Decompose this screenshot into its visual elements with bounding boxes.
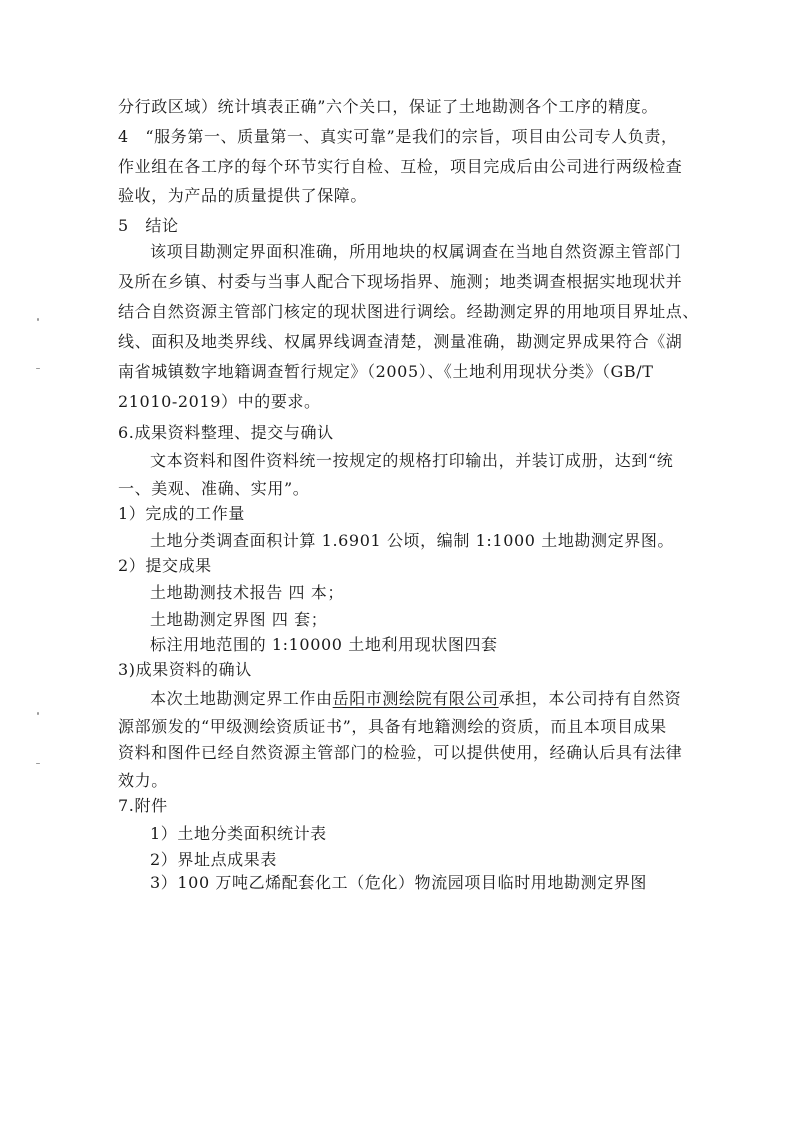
text-line: 资料和图件已经自然资源主管部门的检验，可以提供使用，经确认后具有法律 xyxy=(118,743,683,762)
list-item: 土地勘测技术报告 四 本； xyxy=(150,583,344,602)
list-item: 土地勘测定界图 四 套； xyxy=(150,610,328,629)
text-line: 及所在乡镇、村委与当事人配合下现场指界、施测；地类调查根据实地现状并 xyxy=(118,272,683,291)
subsection-heading: 1）完成的工作量 xyxy=(118,504,245,523)
text-segment: 本次土地勘测定界工作由 xyxy=(150,689,333,708)
text-line: 作业组在各工序的每个环节实行自检、互检，项目完成后由公司进行两级检查 xyxy=(118,157,683,176)
section-heading: 5 结论 xyxy=(118,216,179,235)
list-item: 2）界址点成果表 xyxy=(150,850,277,869)
list-item: 3）100 万吨乙烯配套化工（危化）物流园项目临时用地勘测定界图 xyxy=(150,873,648,892)
text-line: 分行政区域）统计填表正确”六个关口，保证了土地勘测各个工序的精度。 xyxy=(118,97,658,116)
section-heading: 7.附件 xyxy=(118,796,168,815)
text-line: 土地分类调查面积计算 1.6901 公顷，编制 1:1000 土地勘测定界图。 xyxy=(150,531,675,550)
text-line: 文本资料和图件资料统一按规定的规格打印输出，并装订成册，达到“统 xyxy=(150,451,674,470)
company-name: 岳阳市测绘院有限公司 xyxy=(332,689,499,708)
text-line: 4 “服务第一、质量第一、真实可靠”是我们的宗旨，项目由公司专人负责， xyxy=(118,127,678,146)
text-line: 21010-2019）中的要求。 xyxy=(118,392,321,411)
text-line: 南省城镇数字地籍调查暂行规定》（2005）、《土地利用现状分类》（GB/T xyxy=(118,362,654,381)
scan-speck xyxy=(37,318,39,321)
subsection-heading: 3)成果资料的确认 xyxy=(118,660,252,679)
subsection-heading: 2）提交成果 xyxy=(118,556,212,575)
text-segment: 承担，本公司持有自然资 xyxy=(498,689,682,708)
list-item: 1）土地分类面积统计表 xyxy=(150,824,327,843)
text-line xyxy=(150,689,681,709)
text-line: 一、美观、准确、实用”。 xyxy=(118,479,310,498)
text-line: 线、面积及地类界线、权属界线调查清楚，测量准确，勘测定界成果符合《湖 xyxy=(118,332,683,351)
text-line: 结合自然资源主管部门核定的现状图进行调绘。经勘测定界的用地项目界址点、 xyxy=(118,302,700,321)
scan-speck xyxy=(37,712,39,715)
text-line: 该项目勘测定界面积准确，所用地块的权属调查在当地自然资源主管部门 xyxy=(150,242,682,261)
scan-speck xyxy=(36,763,40,764)
text-line: 源部颁发的“甲级测绘资质证书”，具备有地籍测绘的资质，而且本项目成果 xyxy=(118,717,667,736)
text-line: 效力。 xyxy=(118,771,168,790)
section-heading: 6.成果资料整理、提交与确认 xyxy=(118,423,334,442)
scan-speck xyxy=(36,368,40,369)
list-item: 标注用地范围的 1:10000 土地利用现状图四套 xyxy=(150,635,498,654)
text-line: 验收，为产品的质量提供了保障。 xyxy=(118,186,368,205)
